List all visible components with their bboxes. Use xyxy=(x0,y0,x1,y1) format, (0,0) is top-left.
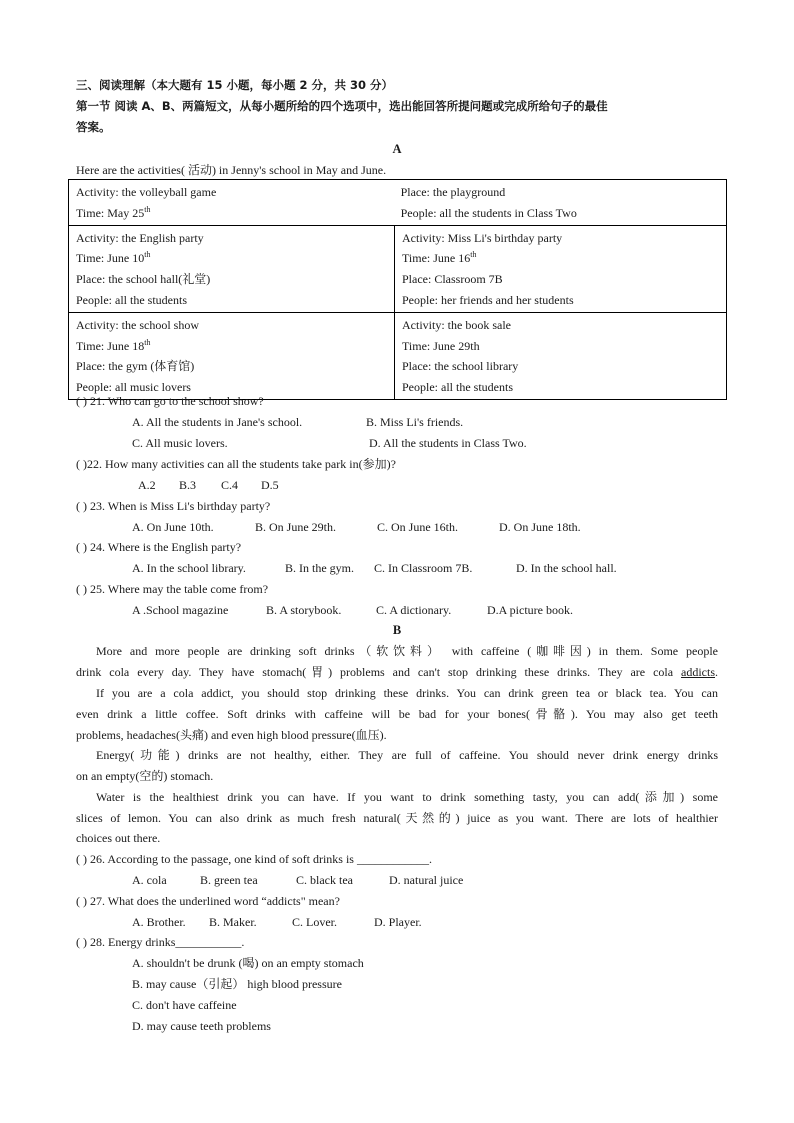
table-row xyxy=(69,225,727,312)
option-25-d: D.A picture book. xyxy=(487,603,573,617)
section-instruction: 第一节 阅读 A、B、两篇短文，从每小题所给的四个选项中，选出能回答所提问题或完成所给句子的最佳 xyxy=(76,99,608,113)
table-cell: Activity: Miss Li's birthday party Time: June 16th Place: Classroom 7B People: her friends and her students xyxy=(395,225,727,312)
option-26-b: B. green tea xyxy=(200,873,258,887)
question-28: ( ) 28. Energy drinks___________. xyxy=(76,935,245,949)
table-cell: Activity: the school show Time: June 18th Place: the gym (体育馆) People: all music lovers xyxy=(69,312,395,399)
option-25-c: C. A dictionary. xyxy=(376,603,452,617)
question-26: ( ) 26. According to the passage, one kind of soft drinks is ____________. xyxy=(76,852,432,866)
option-25-b: B. A storybook. xyxy=(266,603,342,617)
option-23-d: D. On June 18th. xyxy=(499,520,581,534)
option-25-a: A .School magazine xyxy=(132,603,229,617)
option-27-c: C. Lover. xyxy=(292,915,337,929)
table-cell: Activity: the book sale Time: June 29th Place: the school library People: all the students xyxy=(395,312,727,399)
option-24-d: D. In the school hall. xyxy=(516,561,617,575)
paragraph-line: on an empty(空的) stomach. xyxy=(76,769,214,783)
option-22-b: B.3 xyxy=(179,478,197,492)
option-28-a: A. shouldn't be drunk (喝) on an empty stomach xyxy=(132,956,364,970)
option-22-d: D.5 xyxy=(261,478,279,492)
option-21-c: C. All music lovers. xyxy=(132,436,228,450)
paragraph-line: drink cola every day. They have stomach(胃) problems and can't stop drinking these drinks. They are cola addicts. xyxy=(76,665,719,679)
option-22-c: C.4 xyxy=(221,478,239,492)
paragraph-line: problems, headaches(头痛) and even high blood pressure(血压). xyxy=(76,728,387,742)
paragraph-line: If you are a cola addict, you should stop drinking these drinks. You can drink green tea or black tea. You can xyxy=(96,686,718,700)
question-22: ( )22. How many activities can all the students take park in(参加)? xyxy=(76,457,396,471)
paragraph-line: Water is the healthiest drink you can have. If you want to drink something tasty, you can add(添加) some xyxy=(96,790,718,804)
question-24: ( ) 24. Where is the English party? xyxy=(76,540,242,554)
option-24-b: B. In the gym. xyxy=(285,561,354,575)
option-23-b: B. On June 29th. xyxy=(255,520,336,534)
table-row xyxy=(69,180,727,226)
option-27-a: A. Brother. xyxy=(132,915,186,929)
table-row xyxy=(69,312,727,399)
section-instruction-cont: 答案。 xyxy=(76,120,111,134)
passage-b-label: B xyxy=(392,623,402,637)
table-cell: Place: the playground People: all the students in Class Two xyxy=(400,185,577,220)
option-26-a: A. cola xyxy=(132,873,167,887)
paragraph-line: Energy(功能) drinks are not healthy, either. They are full of caffeine. You should never drink energy drinks xyxy=(96,748,718,762)
paragraph-line: More and more people are drinking soft drinks（软饮料） with caffeine (咖啡因) in them. Some people xyxy=(96,644,718,658)
option-24-a: A. In the school library. xyxy=(132,561,246,575)
option-26-d: D. natural juice xyxy=(389,873,464,887)
option-21-a: A. All the students in Jane's school. xyxy=(132,415,303,429)
question-27: ( ) 27. What does the underlined word “addicts" mean? xyxy=(76,894,340,908)
underlined-word: addicts xyxy=(681,665,716,679)
option-26-c: C. black tea xyxy=(296,873,353,887)
option-21-d: D. All the students in Class Two. xyxy=(369,436,527,450)
passage-a-label: A xyxy=(392,142,402,156)
option-28-d: D. may cause teeth problems xyxy=(132,1019,271,1033)
paragraph-line: slices of lemon. You can also drink as much fresh natural(天然的) juice as you want. There are lots of healthier xyxy=(76,811,718,825)
activities-table xyxy=(68,179,727,400)
paragraph-line: choices out there. xyxy=(76,831,161,845)
option-24-c: C. In Classroom 7B. xyxy=(374,561,473,575)
table-cell: Activity: the English party Time: June 10th Place: the school hall(礼堂) People: all the students xyxy=(69,225,395,312)
option-22-a: A.2 xyxy=(138,478,156,492)
question-21: ( ) 21. Who can go to the school show? xyxy=(76,394,264,408)
option-21-b: B. Miss Li's friends. xyxy=(366,415,464,429)
option-27-d: D. Player. xyxy=(374,915,422,929)
option-27-b: B. Maker. xyxy=(209,915,257,929)
paragraph-line: even drink a little coffee. Soft drinks with caffeine will be bad for your bones(骨骼). You may also get teeth xyxy=(76,707,718,721)
table-cell: Activity: the volleyball game Time: May 25th xyxy=(76,185,217,220)
question-25: ( ) 25. Where may the table come from? xyxy=(76,582,269,596)
option-23-a: A. On June 10th. xyxy=(132,520,214,534)
option-28-c: C. don't have caffeine xyxy=(132,998,237,1012)
question-23: ( ) 23. When is Miss Li's birthday party? xyxy=(76,499,271,513)
section-heading: 三、阅读理解（本大题有 15 小题，每小题 2 分，共 30 分） xyxy=(76,78,394,92)
option-28-b: B. may cause（引起） high blood pressure xyxy=(132,977,342,991)
passage-a-intro: Here are the activities( 活动) in Jenny's school in May and June. xyxy=(76,163,387,177)
option-23-c: C. On June 16th. xyxy=(377,520,458,534)
